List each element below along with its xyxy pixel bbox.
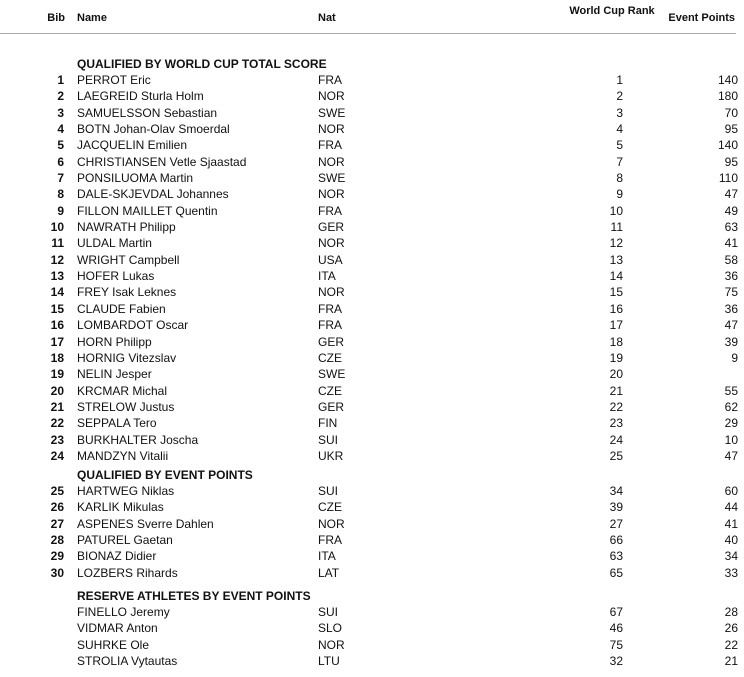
- rank-cell: 65: [609, 565, 623, 580]
- table-row: [0, 637, 744, 653]
- points-cell: 95: [724, 154, 738, 169]
- table-row: [0, 499, 744, 515]
- points-cell: 180: [717, 89, 738, 104]
- points-cell: 47: [724, 448, 738, 463]
- name-cell: CHRISTIANSEN Vetle Sjaastad: [77, 154, 247, 169]
- bib-cell: 1: [57, 73, 64, 87]
- bib-cell: 10: [50, 220, 64, 235]
- points-cell: 75: [724, 285, 738, 300]
- bib-cell: 7: [57, 171, 64, 186]
- table-row: [0, 432, 744, 448]
- nat-cell: ITA: [318, 269, 336, 284]
- name-cell: STRELOW Justus: [77, 399, 175, 414]
- section-title: QUALIFIED BY WORLD CUP TOTAL SCORE: [77, 57, 327, 71]
- name-cell: KRCMAR Michal: [77, 383, 168, 398]
- points-cell: 95: [724, 122, 738, 137]
- table-row: [0, 137, 744, 153]
- table-row: [0, 653, 744, 669]
- table-header: [0, 0, 736, 34]
- name-cell: DALE-SKJEVDAL Johannes: [77, 187, 229, 202]
- table-row: [0, 483, 744, 499]
- name-cell: FINELLO Jeremy: [77, 605, 170, 619]
- nat-cell: SWE: [318, 105, 346, 120]
- nat-cell: ITA: [318, 549, 336, 564]
- bib-cell: 6: [57, 154, 64, 169]
- rank-cell: 12: [609, 236, 623, 251]
- name-cell: FREY Isak Leknes: [77, 285, 177, 300]
- bib-cell: 30: [50, 565, 64, 580]
- nat-cell: SLO: [318, 621, 343, 636]
- rank-cell: 5: [616, 138, 623, 153]
- nat-cell: FIN: [318, 416, 338, 431]
- bib-cell: 25: [50, 484, 64, 498]
- nat-cell: SUI: [318, 484, 339, 498]
- name-cell: LOZBERS Rihards: [77, 565, 178, 580]
- name-cell: STROLIA Vytautas: [77, 654, 178, 669]
- name-cell: ULDAL Martin: [77, 236, 152, 251]
- points-cell: 58: [724, 252, 738, 267]
- section: [0, 588, 744, 669]
- name-cell: VIDMAR Anton: [77, 621, 158, 636]
- points-cell: 41: [724, 236, 738, 251]
- rank-cell: 66: [609, 533, 623, 548]
- name-cell: HOFER Lukas: [77, 269, 155, 284]
- table-row: [0, 88, 744, 104]
- nat-cell: CZE: [318, 383, 342, 398]
- bib-cell: 8: [57, 187, 64, 202]
- name-cell: LAEGREID Sturla Holm: [77, 89, 204, 104]
- nat-cell: NOR: [318, 637, 345, 652]
- table-row: [0, 448, 744, 464]
- points-cell: 26: [724, 621, 738, 636]
- table-row: [0, 565, 744, 581]
- table-row: [0, 154, 744, 170]
- bib-cell: 15: [50, 301, 64, 316]
- bib-cell: 12: [50, 252, 64, 267]
- nat-cell: FRA: [318, 203, 342, 218]
- nat-cell: NOR: [318, 285, 345, 300]
- points-cell: 10: [724, 432, 738, 447]
- header-bib: Bib: [47, 12, 65, 24]
- points-cell: 39: [724, 334, 738, 349]
- name-cell: BURKHALTER Joscha: [77, 432, 199, 447]
- points-cell: 47: [724, 187, 738, 202]
- rank-cell: 7: [616, 154, 623, 169]
- name-cell: JACQUELIN Emilien: [77, 138, 188, 153]
- bib-cell: 11: [51, 236, 64, 251]
- bib-cell: 17: [50, 334, 64, 349]
- nat-cell: FRA: [318, 73, 342, 87]
- points-cell: 28: [724, 605, 738, 619]
- name-cell: MANDZYN Vitalii: [77, 448, 169, 463]
- bib-cell: 27: [50, 516, 64, 531]
- table-row: [0, 203, 744, 219]
- name-cell: WRIGHT Campbell: [77, 252, 180, 267]
- rank-cell: 25: [609, 448, 623, 463]
- nat-cell: NOR: [318, 154, 345, 169]
- nat-cell: FRA: [318, 301, 342, 316]
- points-cell: 47: [724, 318, 738, 333]
- rank-cell: 23: [609, 416, 623, 431]
- bib-cell: 23: [50, 432, 64, 447]
- table-row: [0, 620, 744, 636]
- table-row: [0, 334, 744, 350]
- bib-cell: 20: [50, 383, 64, 398]
- nat-cell: SWE: [318, 367, 346, 382]
- table-row: [0, 121, 744, 137]
- table-row: [0, 383, 744, 399]
- header-name: Name: [77, 12, 107, 24]
- rank-cell: 32: [609, 654, 623, 669]
- points-cell: 36: [724, 269, 738, 284]
- section-title: QUALIFIED BY EVENT POINTS: [77, 468, 253, 482]
- rank-cell: 24: [609, 432, 623, 447]
- nat-cell: SWE: [318, 171, 346, 186]
- nat-cell: NOR: [318, 516, 345, 531]
- points-cell: 63: [724, 220, 738, 235]
- rank-cell: 15: [609, 285, 623, 300]
- bib-cell: 28: [50, 533, 64, 548]
- rank-cell: 39: [609, 500, 623, 515]
- points-cell: 41: [724, 516, 738, 531]
- section: [0, 467, 744, 581]
- nat-cell: NOR: [318, 89, 345, 104]
- bib-cell: 24: [50, 448, 64, 463]
- table-row: [0, 301, 744, 317]
- bib-cell: 14: [50, 285, 64, 300]
- table-row: [0, 219, 744, 235]
- table-row: [0, 105, 744, 121]
- name-cell: NAWRATH Philipp: [77, 220, 176, 235]
- nat-cell: LTU: [318, 654, 340, 669]
- points-cell: 21: [724, 654, 738, 669]
- points-cell: 44: [724, 500, 738, 515]
- name-cell: HORNIG Vitezslav: [77, 350, 177, 365]
- bib-cell: 22: [50, 416, 64, 431]
- rank-cell: 22: [609, 399, 623, 414]
- rank-cell: 34: [609, 484, 623, 498]
- name-cell: KARLIK Mikulas: [77, 500, 164, 515]
- nat-cell: SUI: [318, 605, 339, 619]
- rank-cell: 2: [616, 89, 623, 104]
- bib-cell: 3: [57, 105, 64, 120]
- rank-cell: 17: [609, 318, 623, 333]
- table-row: [0, 532, 744, 548]
- points-cell: 70: [724, 105, 738, 120]
- points-cell: 22: [724, 637, 738, 652]
- table-row: [0, 72, 744, 88]
- nat-cell: GER: [318, 334, 345, 349]
- rank-cell: 20: [609, 367, 623, 382]
- bib-cell: 4: [57, 122, 64, 137]
- nat-cell: NOR: [318, 187, 345, 202]
- rank-cell: 1: [616, 73, 623, 87]
- table-row: [0, 350, 744, 366]
- nat-cell: USA: [318, 252, 343, 267]
- header-event-points: Event Points: [668, 12, 735, 24]
- name-cell: CLAUDE Fabien: [77, 301, 166, 316]
- rank-cell: 9: [616, 187, 623, 202]
- points-cell: 55: [724, 383, 738, 398]
- nat-cell: NOR: [318, 236, 345, 251]
- table-row: [0, 516, 744, 532]
- header-world-cup-rank: World Cup Rank: [569, 5, 655, 17]
- rank-cell: 75: [609, 637, 623, 652]
- points-cell: 9: [731, 350, 738, 365]
- name-cell: BOTN Johan-Olav Smoerdal: [77, 122, 230, 137]
- nat-cell: CZE: [318, 500, 342, 515]
- points-cell: 49: [724, 203, 738, 218]
- table-row: [0, 415, 744, 431]
- bib-cell: 5: [57, 138, 64, 153]
- table-row: [0, 170, 744, 186]
- table-row: [0, 604, 744, 620]
- header-nat: Nat: [318, 12, 336, 24]
- points-cell: 33: [724, 565, 738, 580]
- nat-cell: UKR: [318, 448, 344, 463]
- bib-cell: 18: [50, 350, 64, 365]
- nat-cell: FRA: [318, 138, 342, 153]
- nat-cell: SUI: [318, 432, 339, 447]
- name-cell: HARTWEG Niklas: [77, 484, 175, 498]
- rank-cell: 21: [609, 383, 623, 398]
- name-cell: HORN Philipp: [77, 334, 152, 349]
- nat-cell: FRA: [318, 533, 342, 548]
- section-title: RESERVE ATHLETES BY EVENT POINTS: [77, 589, 311, 603]
- table-row: [0, 186, 744, 202]
- rank-cell: 16: [609, 301, 623, 316]
- points-cell: 140: [717, 73, 738, 87]
- bib-cell: 19: [50, 367, 64, 382]
- bib-cell: 29: [50, 549, 64, 564]
- bib-cell: 13: [50, 269, 64, 284]
- rank-cell: 14: [609, 269, 623, 284]
- points-cell: 36: [724, 301, 738, 316]
- bib-cell: 2: [57, 89, 64, 104]
- table-row: [0, 252, 744, 268]
- rank-cell: 63: [609, 549, 623, 564]
- points-cell: 40: [724, 533, 738, 548]
- points-cell: 34: [724, 549, 738, 564]
- rank-cell: 46: [609, 621, 623, 636]
- table-row: [0, 284, 744, 300]
- nat-cell: NOR: [318, 122, 345, 137]
- rank-cell: 4: [616, 122, 623, 137]
- name-cell: SAMUELSSON Sebastian: [77, 105, 218, 120]
- points-cell: 60: [724, 484, 738, 498]
- table-row: [0, 317, 744, 333]
- name-cell: SEPPALA Tero: [77, 416, 157, 431]
- name-cell: LOMBARDOT Oscar: [77, 318, 189, 333]
- points-cell: 29: [724, 416, 738, 431]
- nat-cell: GER: [318, 399, 345, 414]
- table-row: [0, 548, 744, 564]
- rank-cell: 18: [609, 334, 623, 349]
- points-cell: 62: [724, 399, 738, 414]
- rank-cell: 27: [609, 516, 623, 531]
- rank-cell: 11: [610, 220, 623, 235]
- name-cell: PATUREL Gaetan: [77, 533, 173, 548]
- points-cell: 110: [718, 171, 738, 186]
- rank-cell: 3: [616, 105, 623, 120]
- table-row: [0, 366, 744, 382]
- nat-cell: FRA: [318, 318, 342, 333]
- bib-cell: 21: [50, 399, 64, 414]
- rank-cell: 10: [609, 203, 623, 218]
- table-row: [0, 399, 744, 415]
- rank-cell: 8: [616, 171, 623, 186]
- nat-cell: LAT: [318, 565, 340, 580]
- name-cell: ASPENES Sverre Dahlen: [77, 516, 214, 531]
- points-cell: 140: [717, 138, 738, 153]
- table-row: [0, 235, 744, 251]
- rank-cell: 67: [609, 605, 623, 619]
- rank-cell: 13: [609, 252, 623, 267]
- bib-cell: 26: [50, 500, 64, 515]
- nat-cell: GER: [318, 220, 345, 235]
- name-cell: BIONAZ Didier: [77, 549, 157, 564]
- bib-cell: 16: [50, 318, 64, 333]
- rank-cell: 19: [609, 350, 623, 365]
- name-cell: PONSILUOMA Martin: [77, 171, 194, 186]
- nat-cell: CZE: [318, 350, 342, 365]
- name-cell: PERROT Eric: [77, 73, 151, 87]
- name-cell: NELIN Jesper: [77, 367, 152, 382]
- name-cell: FILLON MAILLET Quentin: [77, 203, 218, 218]
- table-row: [0, 268, 744, 284]
- name-cell: SUHRKE Ole: [77, 637, 150, 652]
- bib-cell: 9: [57, 203, 64, 218]
- section: [0, 56, 744, 464]
